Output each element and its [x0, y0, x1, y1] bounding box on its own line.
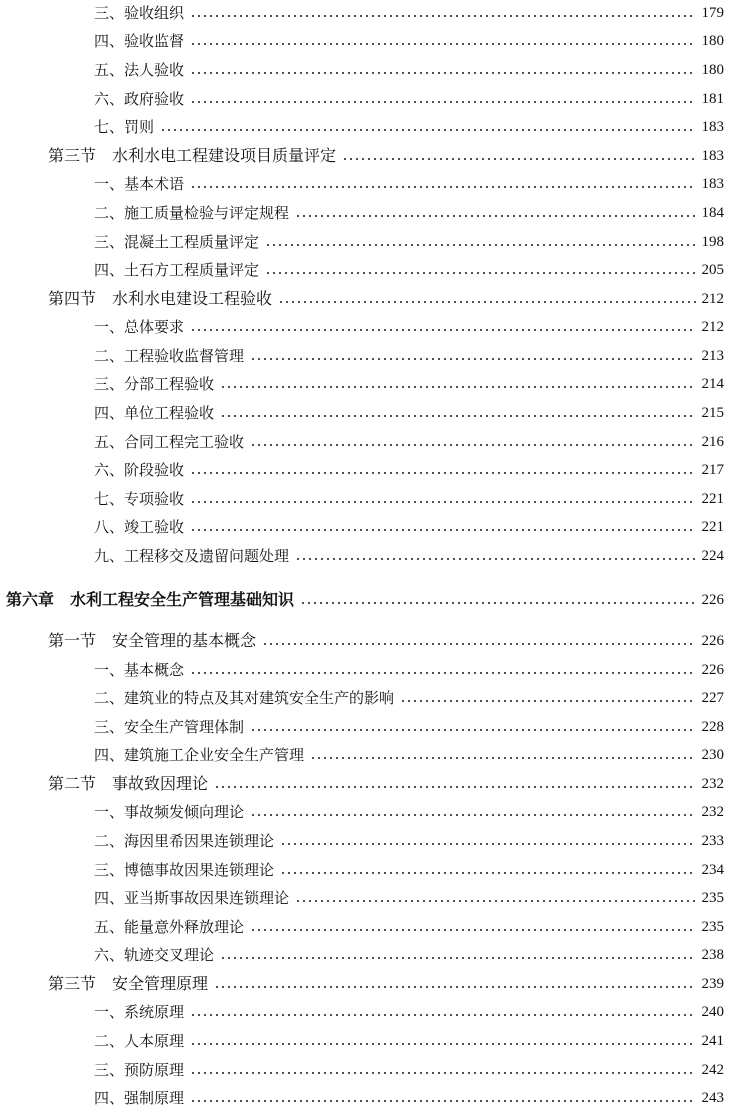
toc-item-row: [0, 1060, 730, 1080]
toc-entry-title: 四、单位工程验收: [94, 404, 215, 422]
dot-leader: [250, 814, 695, 816]
toc-page-number: 217: [701, 462, 724, 478]
toc-page-number: 233: [701, 833, 724, 849]
toc-entry-title: 四、亚当斯事故因果连锁理论: [94, 889, 290, 907]
toc-section-row: [0, 774, 730, 794]
toc-item-row: [0, 917, 730, 937]
toc-entry-title: 一、总体要求: [94, 318, 185, 336]
toc-item-row: [0, 203, 730, 223]
toc-page-number: 180: [701, 62, 724, 78]
toc-page-number: 234: [701, 862, 724, 878]
toc-item-row: [0, 60, 730, 80]
toc-item-row: [0, 831, 730, 851]
toc-page-number: 226: [701, 592, 724, 608]
toc-entry-title: 三、验收组织: [94, 4, 185, 22]
toc-item-row: [0, 1088, 730, 1108]
dot-leader: [250, 729, 695, 731]
toc-entry-title: 三、博德事故因果连锁理论: [94, 861, 275, 879]
dot-leader: [190, 72, 695, 74]
toc-entry-title: 五、合同工程完工验收: [94, 433, 245, 451]
toc-entry-title: 六、阶段验收: [94, 461, 185, 479]
toc-item-row: [0, 174, 730, 194]
dot-leader: [278, 301, 695, 303]
toc-item-row: [0, 432, 730, 452]
dot-leader: [214, 786, 695, 788]
toc-item-row: [0, 717, 730, 737]
toc-entry-title: 五、法人验收: [94, 61, 185, 79]
toc-item-row: [0, 489, 730, 509]
dot-leader: [220, 386, 695, 388]
dot-leader: [190, 329, 695, 331]
toc-entry-title: 一、事故频发倾向理论: [94, 803, 245, 821]
toc-item-row: [0, 346, 730, 366]
toc-page-number: 232: [701, 776, 724, 792]
toc-item-row: [0, 374, 730, 394]
toc-page-number: 240: [701, 1004, 724, 1020]
toc-page-number: 243: [701, 1090, 724, 1106]
toc-entry-title: 二、施工质量检验与评定规程: [94, 204, 290, 222]
toc-entry-title: 三、分部工程验收: [94, 375, 215, 393]
dot-leader: [262, 643, 695, 645]
toc-item-row: [0, 888, 730, 908]
toc-page-number: 230: [701, 747, 724, 763]
toc-page-number: 183: [701, 148, 724, 164]
dot-leader: [250, 444, 695, 446]
toc-page-number: 184: [701, 205, 724, 221]
toc-page-number: 212: [701, 291, 724, 307]
toc-item-row: [0, 1002, 730, 1022]
toc-page-number: 239: [701, 976, 724, 992]
dot-leader: [300, 602, 695, 604]
toc-item-row: [0, 403, 730, 423]
dot-leader: [190, 43, 695, 45]
toc-entry-title: 五、能量意外释放理论: [94, 918, 245, 936]
toc-page-number: 226: [701, 662, 724, 678]
toc-item-row: [0, 89, 730, 109]
dot-leader: [190, 15, 695, 17]
toc-page-number: 198: [701, 234, 724, 250]
dot-leader: [190, 472, 695, 474]
toc-page-number: 227: [701, 690, 724, 706]
toc-entry-title: 三、预防原理: [94, 1061, 185, 1079]
toc-section-row: [0, 974, 730, 994]
toc-entry-title: 第三节 安全管理原理: [48, 974, 209, 993]
dot-leader: [265, 272, 695, 274]
toc-item-row: [0, 546, 730, 566]
toc-item-row: [0, 3, 730, 23]
toc-entry-title: 第二节 事故致因理论: [48, 774, 209, 793]
toc-item-row: [0, 117, 730, 137]
toc-entry-title: 二、工程验收监督管理: [94, 347, 245, 365]
toc-page-number: 214: [701, 376, 724, 392]
toc-section-row: [0, 289, 730, 309]
toc-item-row: [0, 660, 730, 680]
toc-page-number: 183: [701, 176, 724, 192]
dot-leader: [214, 986, 695, 988]
toc-item-row: [0, 860, 730, 880]
toc-item-row: [0, 802, 730, 822]
toc-entry-title: 六、轨迹交叉理论: [94, 946, 215, 964]
dot-leader: [190, 101, 695, 103]
toc-item-row: [0, 260, 730, 280]
toc-page-number: 241: [701, 1033, 724, 1049]
toc-page-number: 235: [701, 890, 724, 906]
toc-section-row: [0, 631, 730, 651]
dot-leader: [280, 843, 695, 845]
toc-page-number: 221: [701, 491, 724, 507]
dot-leader: [295, 215, 695, 217]
toc-page-number: 215: [701, 405, 724, 421]
toc-entry-title: 八、竣工验收: [94, 518, 185, 536]
toc-entry-title: 二、海因里希因果连锁理论: [94, 832, 275, 850]
dot-leader: [310, 757, 695, 759]
toc-item-row: [0, 460, 730, 480]
dot-leader: [295, 558, 695, 560]
dot-leader: [190, 529, 695, 531]
toc-item-row: [0, 945, 730, 965]
toc-entry-title: 九、工程移交及遗留问题处理: [94, 547, 290, 565]
dot-leader: [342, 158, 695, 160]
dot-leader: [160, 129, 695, 131]
toc-page-number: 238: [701, 947, 724, 963]
toc-page-number: 235: [701, 919, 724, 935]
toc-entry-title: 第六章 水利工程安全生产管理基础知识: [6, 590, 295, 609]
dot-leader: [190, 1100, 695, 1102]
dot-leader: [220, 415, 695, 417]
toc-item-row: [0, 688, 730, 708]
toc-page-number: 205: [701, 262, 724, 278]
toc-entry-title: 七、罚则: [94, 118, 155, 136]
dot-leader: [280, 872, 695, 874]
dot-leader: [400, 700, 695, 702]
toc-item-row: [0, 31, 730, 51]
toc-entry-title: 第四节 水利水电建设工程验收: [48, 289, 273, 308]
dot-leader: [190, 1043, 695, 1045]
toc-entry-title: 第三节 水利水电工程建设项目质量评定: [48, 146, 337, 165]
toc-entry-title: 二、建筑业的特点及其对建筑安全生产的影响: [94, 689, 395, 707]
toc-entry-title: 四、建筑施工企业安全生产管理: [94, 746, 305, 764]
toc-page-number: 226: [701, 633, 724, 649]
toc-item-row: [0, 1031, 730, 1051]
dot-leader: [250, 358, 695, 360]
toc-entry-title: 二、人本原理: [94, 1032, 185, 1050]
toc-entry-title: 四、土石方工程质量评定: [94, 261, 260, 279]
toc-item-row: [0, 232, 730, 252]
toc-entry-title: 一、系统原理: [94, 1003, 185, 1021]
toc-entry-title: 三、混凝土工程质量评定: [94, 233, 260, 251]
dot-leader: [265, 244, 695, 246]
toc-section-row: [0, 146, 730, 166]
toc-item-row: [0, 745, 730, 765]
toc-entry-title: 一、基本术语: [94, 175, 185, 193]
dot-leader: [190, 1014, 695, 1016]
toc-entry-title: 三、安全生产管理体制: [94, 718, 245, 736]
dot-leader: [190, 501, 695, 503]
dot-leader: [250, 929, 695, 931]
toc-entry-title: 一、基本概念: [94, 661, 185, 679]
toc-page-number: 232: [701, 804, 724, 820]
toc-entry-title: 四、验收监督: [94, 32, 185, 50]
toc-entry-title: 六、政府验收: [94, 90, 185, 108]
dot-leader: [190, 1072, 695, 1074]
toc-item-row: [0, 517, 730, 537]
toc-item-row: [0, 317, 730, 337]
dot-leader: [220, 957, 695, 959]
toc-page-number: 213: [701, 348, 724, 364]
toc-page-number: 183: [701, 119, 724, 135]
toc-page-number: 212: [701, 319, 724, 335]
toc-page-number: 228: [701, 719, 724, 735]
dot-leader: [295, 900, 695, 902]
toc-entry-title: 七、专项验收: [94, 490, 185, 508]
toc-entry-title: 四、强制原理: [94, 1089, 185, 1107]
dot-leader: [190, 186, 695, 188]
dot-leader: [190, 672, 695, 674]
toc-entry-title: 第一节 安全管理的基本概念: [48, 631, 257, 650]
toc-page-number: 242: [701, 1062, 724, 1078]
toc-page-number: 216: [701, 434, 724, 450]
toc-page-number: 221: [701, 519, 724, 535]
toc-page-number: 181: [701, 91, 724, 107]
toc-page-number: 180: [701, 33, 724, 49]
toc-page-number: 224: [701, 548, 724, 564]
toc-page-number: 179: [701, 5, 724, 21]
toc-chapter-row: [0, 590, 730, 610]
